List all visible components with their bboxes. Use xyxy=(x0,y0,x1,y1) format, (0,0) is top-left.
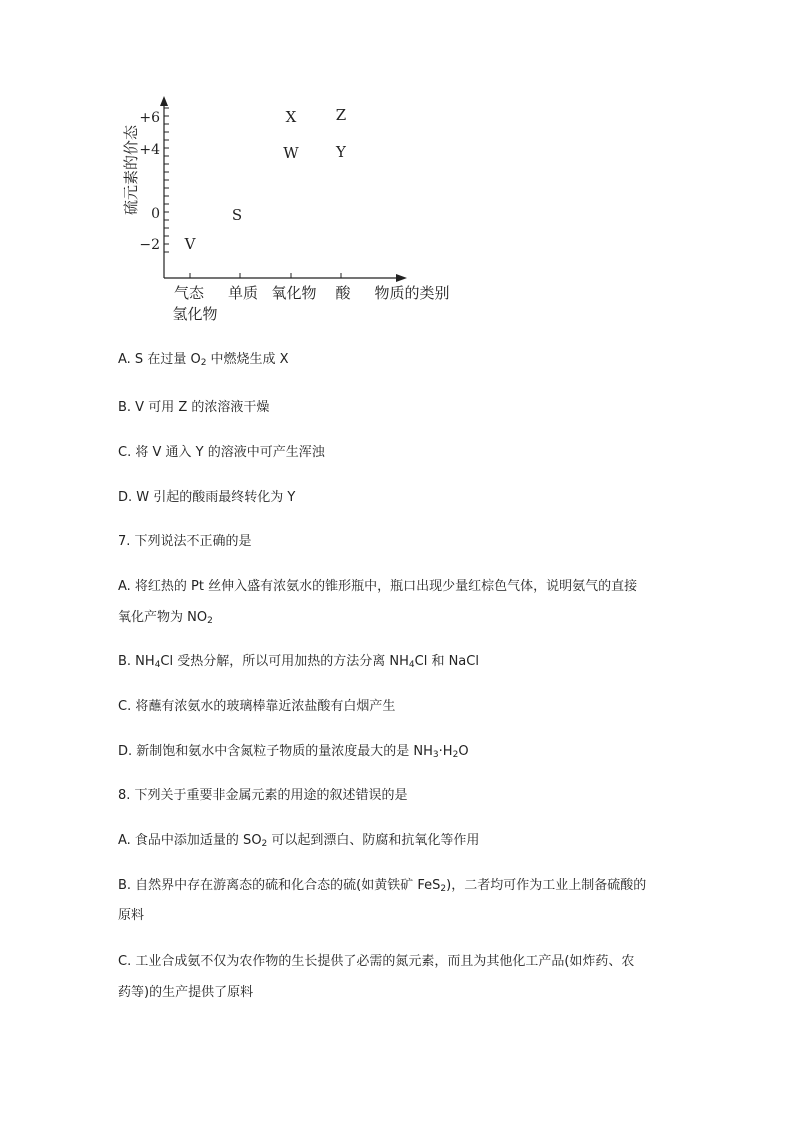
x-category-label: 酸 xyxy=(335,284,351,302)
q8-option-a: A. 食品中添加适量的 $SO_2$ 可以起到漂白、防腐和抗氧化等作用 xyxy=(118,833,480,849)
y-tick-label: 0 xyxy=(151,206,160,222)
x-category-label-line2: 氢化物 xyxy=(172,305,218,323)
q6-option-c: C. 将 V 通入 Y 的溶液中可产生浑浊 xyxy=(118,445,325,460)
q6-option-d: D. W 引起的酸雨最终转化为 Y xyxy=(118,490,296,505)
q7-option-d: D. 新制饱和氨水中含氮粒子物质的量浓度最大的是 $NH_3\cdot H_2O$ xyxy=(118,744,469,760)
x-category-label: 气态 xyxy=(173,284,205,302)
x-tick-marks xyxy=(190,273,341,278)
q7-option-a-line2: 氧化产物为 $NO_2$ xyxy=(118,610,213,626)
point-label-z: Z xyxy=(335,106,347,124)
x-axis-label: 物质的类别 xyxy=(374,284,450,302)
x-category-label: 氧化物 xyxy=(271,284,317,302)
q6-option-b: B. V 可用 Z 的浓溶液干燥 xyxy=(118,400,270,415)
y-tick-label: −2 xyxy=(139,237,160,253)
y-tick-label: +4 xyxy=(139,142,160,158)
q6-option-a: A. S 在过量 $O_2$ 中燃烧生成 X xyxy=(118,352,289,368)
point-label-v: V xyxy=(184,235,196,253)
q8-option-b-line1: B. 自然界中存在游离态的硫和化合态的硫(如黄铁矿 FeS$_2$)，二者均可作为工业上制备硫酸的 xyxy=(118,878,647,894)
y-tick-marks xyxy=(164,108,169,252)
x-category-label: 单质 xyxy=(227,284,259,302)
point-label-w: W xyxy=(283,144,299,162)
y-axis-label: 硫元素的价态 xyxy=(122,124,140,216)
y-axis-arrow xyxy=(160,96,168,106)
q8-stem: 8. 下列关于重要非金属元素的用途的叙述错误的是 xyxy=(118,788,408,803)
q7-stem: 7. 下列说法不正确的是 xyxy=(118,534,252,549)
q8-option-c-line1: C. 工业合成氨不仅为农作物的生长提供了必需的氮元素，而且为其他化工产品(如炸药、农 xyxy=(118,954,635,969)
sulfur-valence-diagram xyxy=(110,90,470,330)
x-axis-arrow xyxy=(396,274,407,282)
q8-option-b-line2: 原料 xyxy=(118,908,145,923)
point-label-s: S xyxy=(231,206,243,224)
point-label-y: Y xyxy=(336,143,346,161)
q7-option-a-line1: A. 将红热的 Pt 丝伸入盛有浓氨水的锥形瓶中，瓶口出现少量红棕色气体，说明氨气的直接 xyxy=(118,579,638,594)
y-tick-label: +6 xyxy=(139,110,160,126)
point-label-x: X xyxy=(285,108,297,126)
q8-option-c-line2: 药等)的生产提供了原料 xyxy=(118,985,254,1000)
q7-option-c: C. 将蘸有浓氨水的玻璃棒靠近浓盐酸有白烟产生 xyxy=(118,699,396,714)
q7-option-b: B. $NH_4Cl$ 受热分解，所以可用加热的方法分离 $NH_4Cl$ 和 NaCl xyxy=(118,654,479,670)
